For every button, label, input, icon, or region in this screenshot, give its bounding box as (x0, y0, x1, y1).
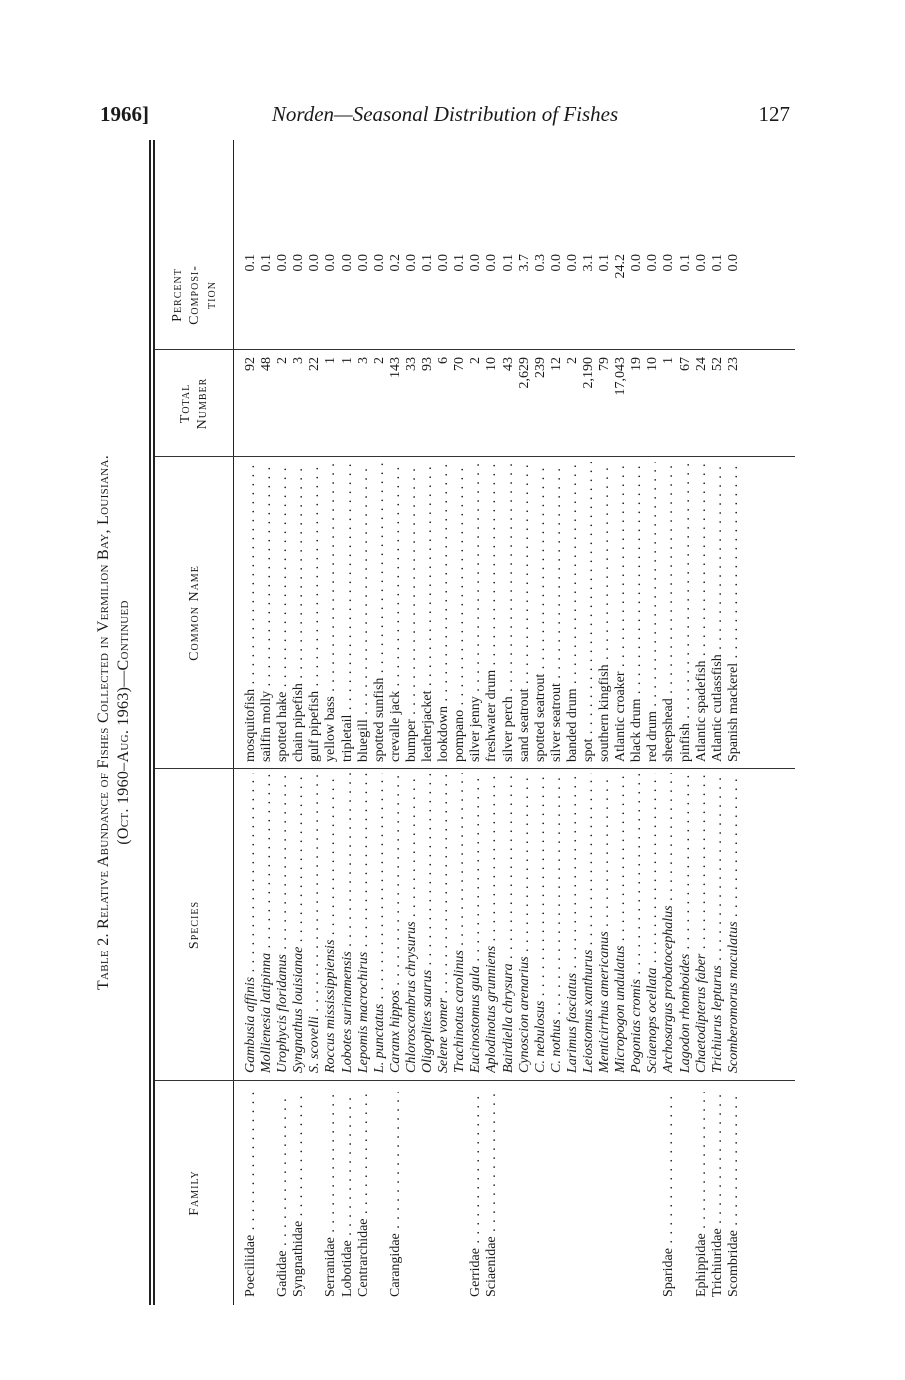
table-caption-continued: (Oct. 1960–Aug. 1963)—Continued (115, 600, 132, 845)
table-row (307, 140, 323, 1305)
species-cell: Roccus mississippiensis . . . (323, 773, 339, 1073)
species-cell: S. scovelli . . . (307, 773, 323, 1073)
species-cell: Lagodon rhomboides . . . (678, 773, 694, 1073)
total-number-cell: 12 (548, 357, 564, 371)
table-row (613, 140, 629, 1305)
species-cell: Urophycis floridanus . . . (275, 773, 291, 1073)
family-cell: Sciaenidae . . . (484, 1092, 500, 1297)
table-row (484, 140, 500, 1305)
family-cell: Ephippidae . . . (694, 1092, 710, 1297)
species-cell: Trachinotus carolinus . . . (452, 773, 468, 1073)
total-number-cell: 6 (436, 357, 452, 364)
volume-year: 1966] (100, 102, 149, 126)
common-name-cell: spotted hake . . . (275, 462, 291, 762)
header-line: Percent (169, 268, 185, 322)
percent-cell: 0.0 (403, 254, 419, 272)
total-number-cell: 24 (693, 357, 709, 371)
common-name-cell: pompano . . . (452, 462, 468, 762)
header-rule (233, 140, 234, 1305)
percent-cell: 0.0 (564, 254, 580, 272)
total-number-cell: 19 (629, 357, 645, 371)
species-cell: Cynoscion arenarius . . . (517, 773, 533, 1073)
common-name-cell: silver jenny . . . (468, 462, 484, 762)
percent-cell: 0.1 (259, 254, 275, 272)
common-name-cell: bluegill . . . (356, 462, 372, 762)
total-number-cell: 2,190 (580, 357, 596, 389)
species-cell: Aplodinotus grunniens . . . (484, 773, 500, 1073)
table-row (340, 140, 356, 1305)
total-number-cell: 93 (420, 357, 436, 371)
column-header-percent-composition (155, 240, 233, 350)
common-name-cell: silver seatrout . . . (549, 462, 565, 762)
total-number-cell: 43 (500, 357, 516, 371)
percent-cell: 0.1 (420, 254, 436, 272)
column-header-family: Family (186, 1170, 202, 1216)
total-number-cell: 48 (259, 357, 275, 371)
common-name-cell: leatherjacket . . . (420, 462, 436, 762)
percent-cell: 0.3 (532, 254, 548, 272)
table-caption: Table 2. Relative Abundance of Fishes Collected in Vermilion Bay, Louisiana. (95, 454, 112, 991)
table-row (452, 140, 468, 1305)
common-name-cell: red drum . . . (645, 462, 661, 762)
species-cell: Pogonias cromis . . . (629, 773, 645, 1073)
percent-cell: 0.1 (597, 254, 613, 272)
common-name-cell: tripletail . . . (340, 462, 356, 762)
family-cell (404, 1092, 420, 1297)
total-number-cell: 17,043 (613, 357, 629, 396)
common-name-cell: freshwater drum . . . (484, 462, 500, 762)
family-cell (581, 1092, 597, 1297)
header-line: Total (178, 383, 193, 424)
family-cell: Trichiuridae . . . (710, 1092, 726, 1297)
family-cell (549, 1092, 565, 1297)
table-row (501, 140, 517, 1305)
percent-cell: 0.0 (275, 254, 291, 272)
percent-cell: 0.1 (243, 254, 258, 272)
common-name-cell: sand seatrout . . . (517, 462, 533, 762)
table-row (372, 140, 388, 1305)
family-cell: Scombridae . . . (726, 1092, 742, 1297)
table-row (565, 140, 581, 1305)
percent-cell: 0.0 (436, 254, 452, 272)
column-header-species: Species (186, 900, 202, 950)
species-cell: Mollienesia latipinna . . . (259, 773, 275, 1073)
total-number-cell: 3 (291, 357, 307, 364)
total-number-cell: 2 (468, 357, 484, 364)
table-row (710, 140, 726, 1305)
species-cell: Caranx hippos . . . (388, 773, 404, 1073)
common-name-cell: spotted sunfish . . . (372, 462, 388, 762)
column-header-common-name: Common Name (186, 565, 202, 661)
header-line: tion (203, 281, 219, 309)
family-cell (597, 1092, 613, 1297)
family-cell (420, 1092, 436, 1297)
total-number-cell: 70 (452, 357, 468, 371)
header-line: Number (195, 377, 210, 430)
table-row (436, 140, 452, 1305)
common-name-cell: southern kingfish . . . (597, 462, 613, 762)
table-row (420, 140, 436, 1305)
top-rule (149, 140, 151, 1305)
percent-cell: 3.7 (516, 254, 532, 272)
total-number-cell: 67 (677, 357, 693, 371)
family-cell (436, 1092, 452, 1297)
family-cell: Serranidae . . . (323, 1092, 339, 1297)
species-cell: C. nebulosus . . . (533, 773, 549, 1073)
family-cell (259, 1092, 275, 1297)
family-cell: Gerridae . . . (468, 1092, 484, 1297)
table-row (533, 140, 549, 1305)
table-row (726, 140, 742, 1305)
common-name-cell: Spanish mackerel . . . (726, 462, 742, 762)
percent-cell: 0.0 (725, 254, 741, 272)
table-row (259, 140, 275, 1305)
table-row (468, 140, 484, 1305)
common-name-cell: yellow bass . . . (323, 462, 339, 762)
common-name-cell: gulf pipefish . . . (307, 462, 323, 762)
total-number-cell: 2 (371, 357, 387, 364)
total-number-cell: 10 (484, 357, 500, 371)
species-cell: Lepomis macrochirus . . . (356, 773, 372, 1073)
common-name-cell: Atlantic cutlassfish . . . (710, 462, 726, 762)
table-row (678, 140, 694, 1305)
species-cell: Oligoplites saurus . . . (420, 773, 436, 1073)
family-cell: Lobotidae . . . (340, 1092, 356, 1297)
common-name-cell: Atlantic spadefish . . . (694, 462, 710, 762)
table-row (275, 140, 291, 1305)
rotated-table (95, 140, 795, 1305)
total-number-cell: 22 (307, 357, 323, 371)
total-number-cell: 3 (355, 357, 371, 364)
total-number-cell: 2,629 (516, 357, 532, 389)
percent-cell: 0.1 (709, 254, 725, 272)
common-name-cell: lookdown . . . (436, 462, 452, 762)
family-cell (452, 1092, 468, 1297)
family-cell: Centrarchidae . . . (356, 1092, 372, 1297)
total-number-cell: 2 (564, 357, 580, 364)
species-cell: Eucinostomus gula . . . (468, 773, 484, 1073)
running-title: Norden—Seasonal Distribution of Fishes (271, 102, 619, 126)
percent-cell: 0.0 (355, 254, 371, 272)
table-row (388, 140, 404, 1305)
percent-cell: 0.0 (484, 254, 500, 272)
table-row (243, 140, 259, 1305)
common-name-cell: sheepshead . . . (661, 462, 677, 762)
family-cell: Syngnathidae . . . (291, 1092, 307, 1297)
percent-cell: 0.0 (307, 254, 323, 272)
percent-cell: 0.1 (677, 254, 693, 272)
table-row (645, 140, 661, 1305)
table-row (694, 140, 710, 1305)
family-cell (372, 1092, 388, 1297)
species-cell: Bairdiella chrysura . . . (501, 773, 517, 1073)
species-cell: Chaetodipterus faber . . . (694, 773, 710, 1073)
total-number-cell: 52 (709, 357, 725, 371)
total-number-cell: 1 (323, 357, 339, 364)
percent-cell: 0.0 (629, 254, 645, 272)
percent-cell: 0.0 (339, 254, 355, 272)
total-number-cell: 23 (725, 357, 741, 371)
table-row (597, 140, 613, 1305)
table-row (549, 140, 565, 1305)
common-name-cell: spotted seatrout . . . (533, 462, 549, 762)
family-cell: Poeciliidae . . . (243, 1092, 259, 1297)
common-name-cell: chain pipefish . . . (291, 462, 307, 762)
species-cell: Leiostomus xanthurus . . . (581, 773, 597, 1073)
total-number-cell: 92 (243, 357, 258, 371)
total-number-cell: 239 (532, 357, 548, 378)
species-cell: Archosargus probatocephalus . . . (661, 773, 677, 1073)
family-cell: Sparidae . . . (661, 1092, 677, 1297)
family-cell: Carangidae . . . (388, 1092, 404, 1297)
common-name-cell: Atlantic croaker . . . (613, 462, 629, 762)
table-row (581, 140, 597, 1305)
common-name-cell: mosquitofish . . . (243, 462, 259, 762)
total-number-cell: 2 (275, 357, 291, 364)
species-cell: Selene vomer . . . (436, 773, 452, 1073)
family-cell (501, 1092, 517, 1297)
family-cell (533, 1092, 549, 1297)
family-cell (613, 1092, 629, 1297)
species-cell: Micropogon undulatus . . . (613, 773, 629, 1073)
table-row (323, 140, 339, 1305)
species-cell: C. nothus . . . (549, 773, 565, 1073)
table-row (517, 140, 533, 1305)
total-number-cell: 143 (387, 357, 403, 378)
species-cell: Sciaenops ocellata . . . (645, 773, 661, 1073)
percent-cell: 0.0 (323, 254, 339, 272)
common-name-cell: sailfin molly . . . (259, 462, 275, 762)
family-cell (629, 1092, 645, 1297)
total-number-cell: 1 (339, 357, 355, 364)
family-cell (517, 1092, 533, 1297)
page-number: 127 (758, 102, 790, 126)
common-name-cell: pinfish . . . (678, 462, 694, 762)
species-cell: Trichiurus lepturus . . . (710, 773, 726, 1073)
species-cell: Scomberomorus maculatus . . . (726, 773, 742, 1073)
species-cell: L. punctatus . . . (372, 773, 388, 1073)
total-number-cell: 33 (403, 357, 419, 371)
total-number-cell: 10 (645, 357, 661, 371)
table-row (356, 140, 372, 1305)
family-cell (645, 1092, 661, 1297)
species-cell: Lobotes surinamensis . . . (340, 773, 356, 1073)
species-cell: Larimus fasciatus . . . (565, 773, 581, 1073)
family-cell (565, 1092, 581, 1297)
family-cell (678, 1092, 694, 1297)
common-name-cell: silver perch . . . (501, 462, 517, 762)
percent-cell: 0.0 (468, 254, 484, 272)
family-cell (307, 1092, 323, 1297)
table-body (243, 140, 742, 1305)
species-cell: Menticirrhus americanus . . . (597, 773, 613, 1073)
table-row (404, 140, 420, 1305)
percent-cell: 0.0 (548, 254, 564, 272)
percent-cell: 0.0 (291, 254, 307, 272)
total-number-cell: 1 (661, 357, 677, 364)
family-cell: Gadidae . . . (275, 1092, 291, 1297)
common-name-cell: black drum . . . (629, 462, 645, 762)
percent-cell: 24.2 (613, 254, 629, 279)
column-header-total-number (155, 350, 233, 457)
percent-cell: 0.0 (661, 254, 677, 272)
common-name-cell: bumper . . . (404, 462, 420, 762)
running-header (100, 102, 790, 132)
percent-cell: 0.1 (452, 254, 468, 272)
species-cell: Gambusia affinis . . . (243, 773, 259, 1073)
total-number-cell: 79 (597, 357, 613, 371)
common-name-cell: crevalle jack . . . (388, 462, 404, 762)
percent-cell: 0.2 (387, 254, 403, 272)
percent-cell: 0.0 (645, 254, 661, 272)
percent-cell: 3.1 (580, 254, 596, 272)
table-row (291, 140, 307, 1305)
table-row (661, 140, 677, 1305)
header-line: Composi- (186, 265, 202, 325)
common-name-cell: banded drum . . . (565, 462, 581, 762)
table-row (629, 140, 645, 1305)
species-cell: Syngnathus louisianae . . . (291, 773, 307, 1073)
common-name-cell: spot . . . (581, 462, 597, 762)
species-cell: Chloroscombrus chrysurus . . . (404, 773, 420, 1073)
percent-cell: 0.0 (693, 254, 709, 272)
percent-cell: 0.0 (371, 254, 387, 272)
percent-cell: 0.1 (500, 254, 516, 272)
